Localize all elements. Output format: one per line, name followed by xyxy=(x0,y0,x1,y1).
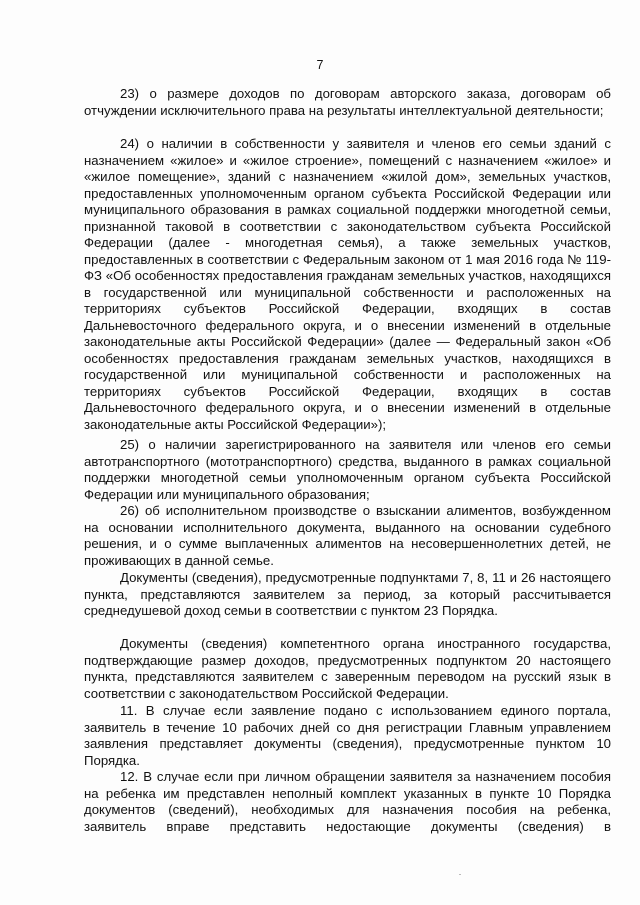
page-number: 7 xyxy=(316,58,324,72)
paragraph-26: 26) об исполнительном производстве о взыскании алиментов, возбужденном на основании исполнительного документа, выданного на основании судебного решения, и о сумме выплаченных алиментов на несовершеннолетних детей, не проживающих в данной семье. xyxy=(84,503,611,568)
paragraph-24: 24) о наличии в собственности у заявителя и членов его семьи зданий с назначением «жилое» и «жилое строение», помещений с назначением «жилое» и «жилое помещение», зданий с назначением «жилой дом», земельных участков, предоставленных уполномоченным органом субъекта Российской Федерации или муниципального образования в рамках социальной поддержки многодетной семьи, признанной таковой в соответствии с законодательством субъекта Российской Федерации (далее - многодетная семья), а также земельных участков, предоставленных в соответствии с Федеральным законом от 1 мая 2016 года № 119-ФЗ «Об особенностях предоставления гражданам земельных участков, находящихся в государственной или муниципальной собственности и расположенных на территориях субъектов Российской Федерации, входящих в состав Дальневосточного федерального округа, и о внесении изменений в отдельные законодательные акты Российской Федерации» (далее — Федеральный закон «Об особенностях предоставления гражданам земельных участков, находящихся в государственной или муниципальной собственности и расположенных на территориях субъектов Российской Федерации, входящих в состав Дальневосточного федерального округа, и о внесении изменений в отдельные законодательные акты Российской Федерации»); xyxy=(84,136,611,432)
paragraph-25: 25) о наличии зарегистрированного на заявителя или членов его семьи автотранспортного (мототранспортного) средства, выданного в рамках социальной поддержки многодетной семьи уполномоченным органом субъекта Российской Федерации или муниципального образования; xyxy=(84,437,611,502)
paragraph-docs-period: Документы (сведения), предусмотренные подпунктами 7, 8, 11 и 26 настоящего пункта, представляются заявителем за период, за который рассчитывается среднедушевой доход семьи в соответствии с пунктом 23 Порядка. xyxy=(84,570,611,618)
scan-speck xyxy=(459,874,461,875)
paragraph-11: 11. В случае если заявление подано с использованием единого портала, заявитель в течение 10 рабочих дней со дня регистрации Главным управлением заявления представляет документы (сведения), предусмотренные пунктом 10 Порядка. xyxy=(84,703,611,768)
paragraph-23: 23) о размере доходов по договорам авторского заказа, договорам об отчуждении исключительного права на результаты интеллектуальной деятельности; xyxy=(84,86,611,118)
paragraph-docs-foreign: Документы (сведения) компетентного органа иностранного государства, подтверждающие размер доходов, предусмотренных подпунктом 20 настоящего пункта, представляются заявителем с заверенным переводом на русский язык в соответствии с законодательством Российской Федерации. xyxy=(84,636,611,701)
paragraph-12: 12. В случае если при личном обращении заявителя за назначением пособия на ребенка им представлен неполный комплект указанных в пункте 10 Порядка документов (сведений), необходимых для назначения пособия на ребенка, заявитель вправе представить недостающие документы (сведения) в xyxy=(84,769,611,834)
